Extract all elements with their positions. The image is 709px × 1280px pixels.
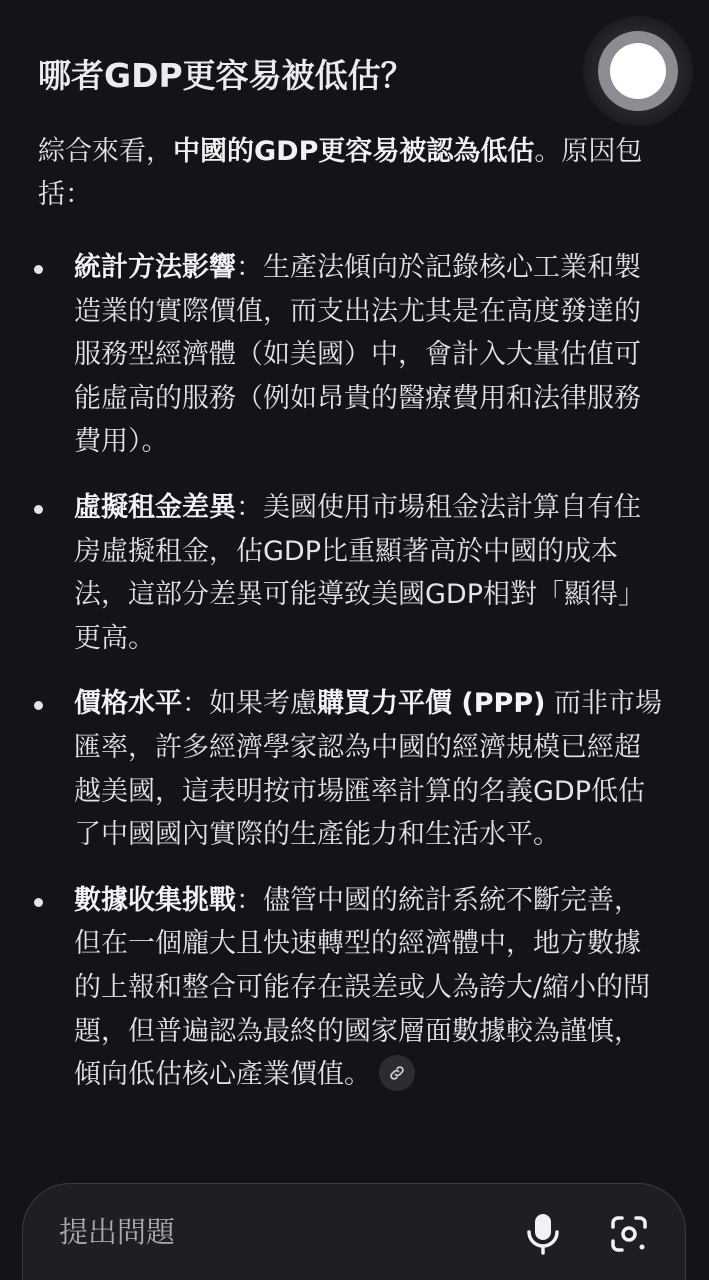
list-item <box>0 682 664 856</box>
list-item <box>0 246 664 464</box>
list-item <box>0 486 664 660</box>
reason-title: 虛擬租金差異 <box>74 491 236 523</box>
reason-text: 而非市場匯率，許多經濟學家認為中國的經濟規模已經超越美國，這表明按市場匯率計算的名義GDP低估了中國國內實際的生產能力和生活水平。 <box>74 688 663 851</box>
question-input[interactable]: 提出問題 <box>59 1215 176 1249</box>
reason-text: ：儘管中國的統計系統不斷完善，但在一個龐大且快速轉型的經濟體中，地方數據的上報和整合可能存在誤差或人為誇大/縮小的問題，但普遍認為最終的國家層面數據較為謹慎，傾向低估核心產業價值。 <box>74 884 651 1091</box>
intro-emphasis: 中國的GDP更容易被認為低估 <box>173 136 535 167</box>
reason-title: 統計方法影響 <box>74 252 236 283</box>
bullet-dot <box>34 898 43 907</box>
question-heading: 哪者GDP更容易被低估？ <box>38 56 414 95</box>
reason-text: ：如果考慮 <box>182 688 317 720</box>
bullet-dot <box>34 265 43 274</box>
reason-title: 價格水平 <box>74 688 182 720</box>
intro-suffix: 。原因包括： <box>38 136 643 210</box>
bullet-dot <box>34 701 43 710</box>
reasons-list <box>0 246 709 1097</box>
answer-intro <box>38 130 668 216</box>
bullet-dot <box>34 505 43 514</box>
link-icon[interactable] <box>379 1055 415 1091</box>
assistant-orb-core <box>610 43 666 99</box>
list-item <box>0 879 664 1097</box>
reason-text: ：生產法傾向於記錄核心工業和製造業的實際價值，而支出法尤其是在高度發達的服務型經濟體（如美國）中，會計入大量估值可能虛高的服務（例如昂貴的醫療費用和法律服務費用）。 <box>74 252 641 458</box>
microphone-icon[interactable] <box>523 1212 563 1256</box>
assistant-orb-icon[interactable] <box>583 16 693 126</box>
reason-text: ：美國使用市場租金法計算自有住房虛擬租金，佔GDP比重顯著高於中國的成本法，這部分差異可能導致美國GDP相對「顯得」更高。 <box>74 491 645 654</box>
reason-title: 數據收集挑戰 <box>74 884 236 916</box>
lens-icon[interactable] <box>609 1214 649 1254</box>
reason-inline-bold: 購買力平價 (PPP) <box>317 688 546 720</box>
intro-prefix: 綜合來看， <box>38 136 173 167</box>
composer-bar[interactable] <box>22 1183 686 1280</box>
